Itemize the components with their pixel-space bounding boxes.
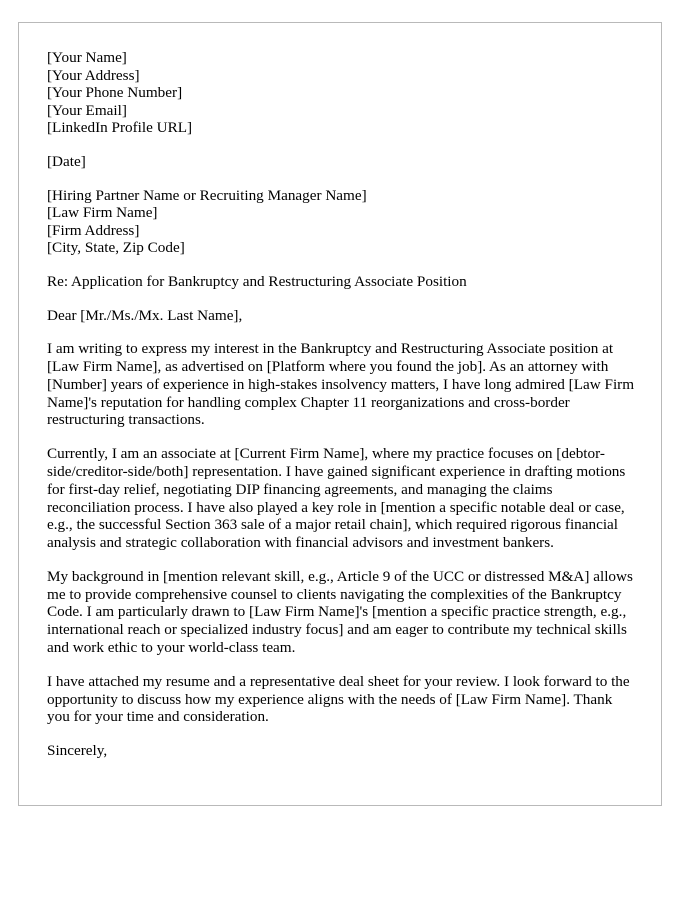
salutation-block: [47, 307, 635, 325]
recipient-line-name: [Hiring Partner Name or Recruiting Manager Name]: [47, 186, 367, 204]
recipient-block: [47, 187, 635, 257]
closing-line: Sincerely,: [47, 742, 108, 760]
sender-line-email: [Your Email]: [47, 101, 127, 119]
recipient-line-city: [City, State, Zip Code]: [47, 239, 185, 257]
sender-block: [47, 49, 635, 137]
salutation-line: Dear [Mr./Ms./Mx. Last Name],: [47, 306, 243, 324]
paragraph-3: My background in [mention relevant skill, e.g., Article 9 of the UCC or distressed M&A] allows me to provide comprehensive counsel to clients navigating the complexities of the Bankruptcy Code. I am particularly drawn to [Law Firm Name]'s [mention a specific practice strength, e.g., international reach or specialized industry focus] and am eager to contribute my technical skills and work ethic to your world-class team.: [47, 567, 633, 657]
subject-block: [47, 273, 635, 291]
paragraph-1: I am writing to express my interest in the Bankruptcy and Restructuring Associate position at [Law Firm Name], as advertised on [Platform where you found the job]. As an attorney with [Number] years of experience in high-stakes insolvency matters, I have long admired [Law Firm Name]'s reputation for handling complex Chapter 11 reorganizations and cross-border restructuring transactions.: [47, 340, 635, 429]
sender-line-phone: [Your Phone Number]: [47, 84, 183, 102]
paragraph-2: Currently, I am an associate at [Current Firm Name], where my practice focuses on [debtor-side/creditor-side/both] representation. I have gained significant experience in drafting motions for first-day relief, negotiating DIP financing agreements, and managing the claims reconciliation process. I have also played a key role in [mention a specific notable deal or case, e.g., the successful Section 363 sale of a major retail chain], which required rigorous financial analysis and strategic collaboration with financial advisors and investment bankers.: [47, 445, 626, 552]
subject-line: Re: Application for Bankruptcy and Restructuring Associate Position: [47, 272, 467, 290]
recipient-line-firm: [Law Firm Name]: [47, 204, 158, 222]
recipient-line-address: [Firm Address]: [47, 221, 140, 239]
sender-line-linkedin: [LinkedIn Profile URL]: [47, 119, 193, 137]
date-line: [Date]: [47, 152, 86, 170]
sender-line-address: [Your Address]: [47, 66, 140, 84]
letter-sheet: [18, 22, 662, 806]
closing-block: [47, 742, 635, 760]
sender-line-name: [Your Name]: [47, 49, 127, 66]
date-block: [47, 153, 635, 171]
letter-body: [47, 49, 635, 760]
paragraph-4: I have attached my resume and a representative deal sheet for your review. I look forward to the opportunity to discuss how my experience aligns with the needs of [Law Firm Name]. Thank you for your time and consideration.: [47, 672, 630, 726]
